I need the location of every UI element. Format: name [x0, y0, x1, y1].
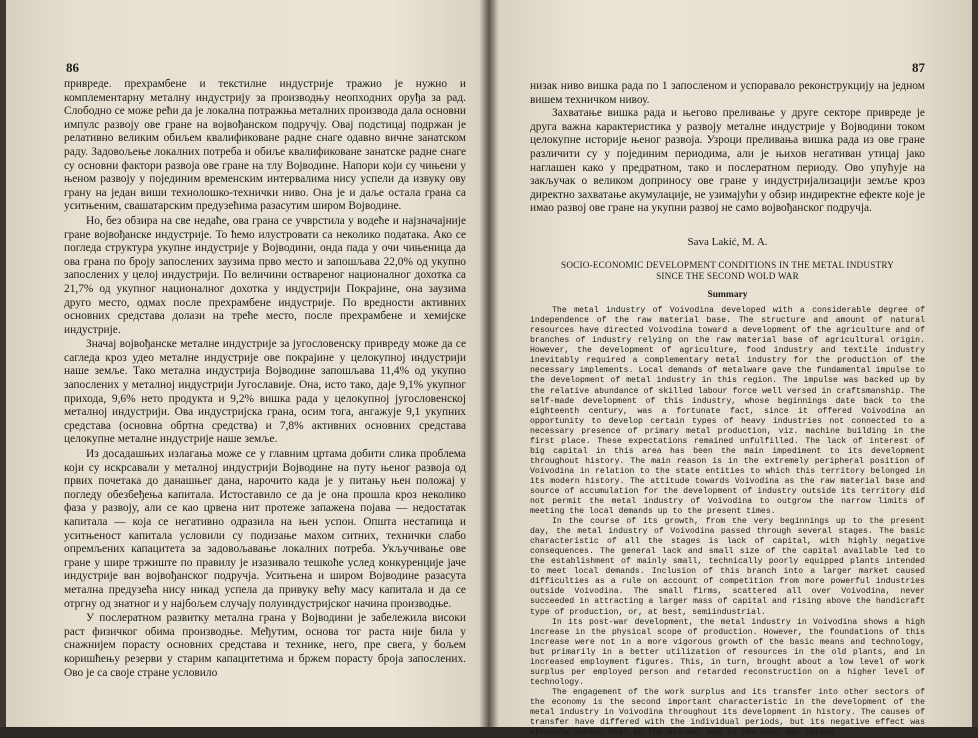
left-page	[46, 0, 466, 727]
summary-text	[530, 306, 925, 738]
left-page-text	[64, 78, 466, 681]
paragraph: Захватање вишка рада и његово преливање у друге секторе привреде је друга важна карактеристика у развоју металне индустрије у Војводини током целокупне историје њеног развоја. Узроци преливања вишка рада из ове гране различити су у појединим периодима, али је њихов негативан утицај јако наглашен како у предратном, тако и послератном периоду. Ово упућује на закључак о великом доприносу ове гране у индустријализацији земље кроз директно захватање акумулације, не узимајући у обзир индиректне ефекте које је имао развој ове гране на укупни развој не само војвођанског подручја.	[530, 107, 925, 215]
summary-paragraph: The metal industry of Voivodina developed with a considerable degree of independence of the raw material base. The structure and amount of natural resources have directed Voivodina toward a development of the agriculture and of branches of industry relying on the raw material base of agricultural origin. However, the development of agriculture, food industry and textile industry inevitably required a complementary metal industry for the production of the necessary implements. Local demands of metalware gave the fundamental impulse to the development of metal industry in this region. The impulse was backed up by the relative abundance of skilled labour force well versed in craftsmanship. The self-made development of this industry, whose beginnings date back to the eighteenth century, was a fortunate fact, since it offered Voivodina an opportunity to develop certain types of heavy industries not connected to a necessary presence of primary metal production, viz. machine building in the first place. These expectations remained unfulfilled. The lack of interest of big capital in this area has been the main impediment to its development throughout history. The main reason is in the extremely peripheral position of Voivodina in relation to the state entities to which this territory belonged in its modern history. The attitude towards Voivodina as the raw material base and source of accumulation for the development of industry outside its territory did not permit the metal industry of Voivodina to outgrow the narrow limits of meeting the local demands up to the present times.	[530, 306, 925, 517]
paragraph: Из досадашњих излагања може се у главним цртама добити слика проблема који су искрсавали у металној индустрији Војводине на путу њеног развоја од првих почетака до данашњег дана, нарочито када је у питању њен положај у погледу обезбеђења капитала. Истоставило се да је она прошла кроз неколико фаза у развоју, али се као црвена нит протеже запажена појава — недостатак капитала — која се негативно одразила на њен успон. Општа нестапица и уситњеност капитала условили су подизање махом ситних, технички слабо опремљених капацитета за задовољавање локалних потреба. Укључивање ове гране у шире тржиште по правилу је изазивало тешкоће услед конкуренције јаче индустрије ван војвођанског подручја. Уситњена и широм Војводине разасута метална предузећа нису никад успела да привуку већу масу капитала и да се отргну од знатног и у најбољем случају полуиндустријског начина производње.	[64, 448, 466, 610]
page-number: 86	[66, 60, 79, 75]
right-page	[530, 0, 925, 738]
paragraph: Значај војвођанске металне индустрије за југословенску привреду може да се сагледа кроз удео металне индустрије ове покрајине у целокупној индустрији наше земље. Тако метална индустрија Војводине запошљава 11,4% од укупно запослених у металној индустрији Југославије. Она, исто тако, даје 9,1% укупног прихода, 9,6% нето продукта и 9,2% вишка рада у целокупној југословенској металној индустрији. Ова индустријска грана, осим тога, ангажује 9,1 укупних средстава (основна обртна средства) и 7,8% активних основних средстава целокупне металне индустрије наше земље.	[64, 338, 466, 446]
article-author: Sava Lakić, M. A.	[687, 235, 768, 248]
paragraph: низак ниво вишка рада по 1 запосленом и успоравало реконструкцију на једном вишем техничком нивоу.	[530, 80, 925, 106]
title-line: SOCIO-ECONOMIC DEVELOPMENT CONDITIONS IN THE METAL INDUSTRY	[561, 259, 894, 270]
summary-paragraph: In its post-war development, the metal industry in Voivodina shows a high increase in the physical scope of production. However, the foundations of this increase were not in a more vigorous growth of the basic means and technology, but primarily in a better utilization of resources in the old plants, and in increased employment figures. This, in turn, brought about a low level of work surplus per employed person and retarded reconstruction on a higher level of technology.	[530, 617, 925, 687]
right-page-text	[530, 80, 925, 738]
article-title	[530, 260, 925, 283]
summary-heading: Summary	[707, 289, 748, 300]
summary-paragraph: In the course of its growth, from the very beginnings up to the present day, the metal industry of Voivodina passed through several stages. The basic characteristic of all the stages is lack of capital, with highly negative consequences. The general lack and small size of the capital available led to the establishment of mainly small, technically poorly equipped plants intended to meet local demands. Inclusion of this branch into a larger market caused difficulties as a rule on account of competition from more powerful industries outside Voivodina. The small firms, scattered all over Voivodina, never succeeded in attracting a larger mass of capital and rising above the handicraft type of production, or, at best, semiindustrial.	[530, 517, 925, 617]
left-page-edge	[0, 0, 6, 727]
paragraph: привреде. прехрамбене и текстилне индустрије тражио је нужно и комплементарну металну индустрију за производњу неопходних оруђа за рад. Слободно се може рећи да је локална потражња металних производа дала основни импулс развоју ове гране на војвођанском подручју. Овај подстицај подржан је релативно великим обиљем квалификоване радне снаге одавно вичне занатском раду. Задовољење локалних потреба и обиље квалификоване занатске радне снаге су основни фактори развоја ове гране на тлу Војводине. Напори који су чињени у њеном развоју у појединим временским интервалима нису успели да извуку ову грану на један виши технолошко-технички ниво. Она је и даље остала грана са уситњеним, свашатарским предузећима разасутим широм Војводине.	[64, 78, 466, 213]
summary-paragraph: The engagement of the work surplus and its transfer into other sectors of the economy is the second important characteristic in the development of the metal industry in Voivodina throughout its development in history. The causes of transfer have differed with the individual periods, but its negative effect was strongly marked both in the pre-war and in the post-war period.	[530, 687, 925, 738]
paragraph: У послератном развитку метална грана у Војводини је забележила високи раст физичког обима производње. Међутим, основа тог раста није била у снажнијем порасту основних средстава и технике, него, пре свега, у бољем коришћењу резерви у старим капацитетима и бржем порасту броја запослених. Ово је са своје стране условило	[64, 612, 466, 679]
paragraph: Но, без обзира на све недаће, ова грана се учврстила у водеће и најзначајније гране војвођанске индустрије. То ћемо илустровати са неколико података. Ако се погледа структура укупне индустрије у Војводини, онда пада у очи чињеница да ова грана по броју запослених заузима прво место и запошљава 22,0% од укупно запослених у целој индустрији. По величини оствареног националног дохотка са 21,7% од укупног националног дохотка у индустрији Покрајине, она заузима друго место, одмах после прехрамбене индустрије. По вредности активних основних средстава долази на треће место, после прехрамбене и хемијске индустрије.	[64, 214, 466, 336]
right-page-edge	[972, 0, 978, 727]
title-line: SINCE THE SECOND WOLD WAR	[656, 271, 799, 282]
page-number: 87	[912, 60, 925, 75]
